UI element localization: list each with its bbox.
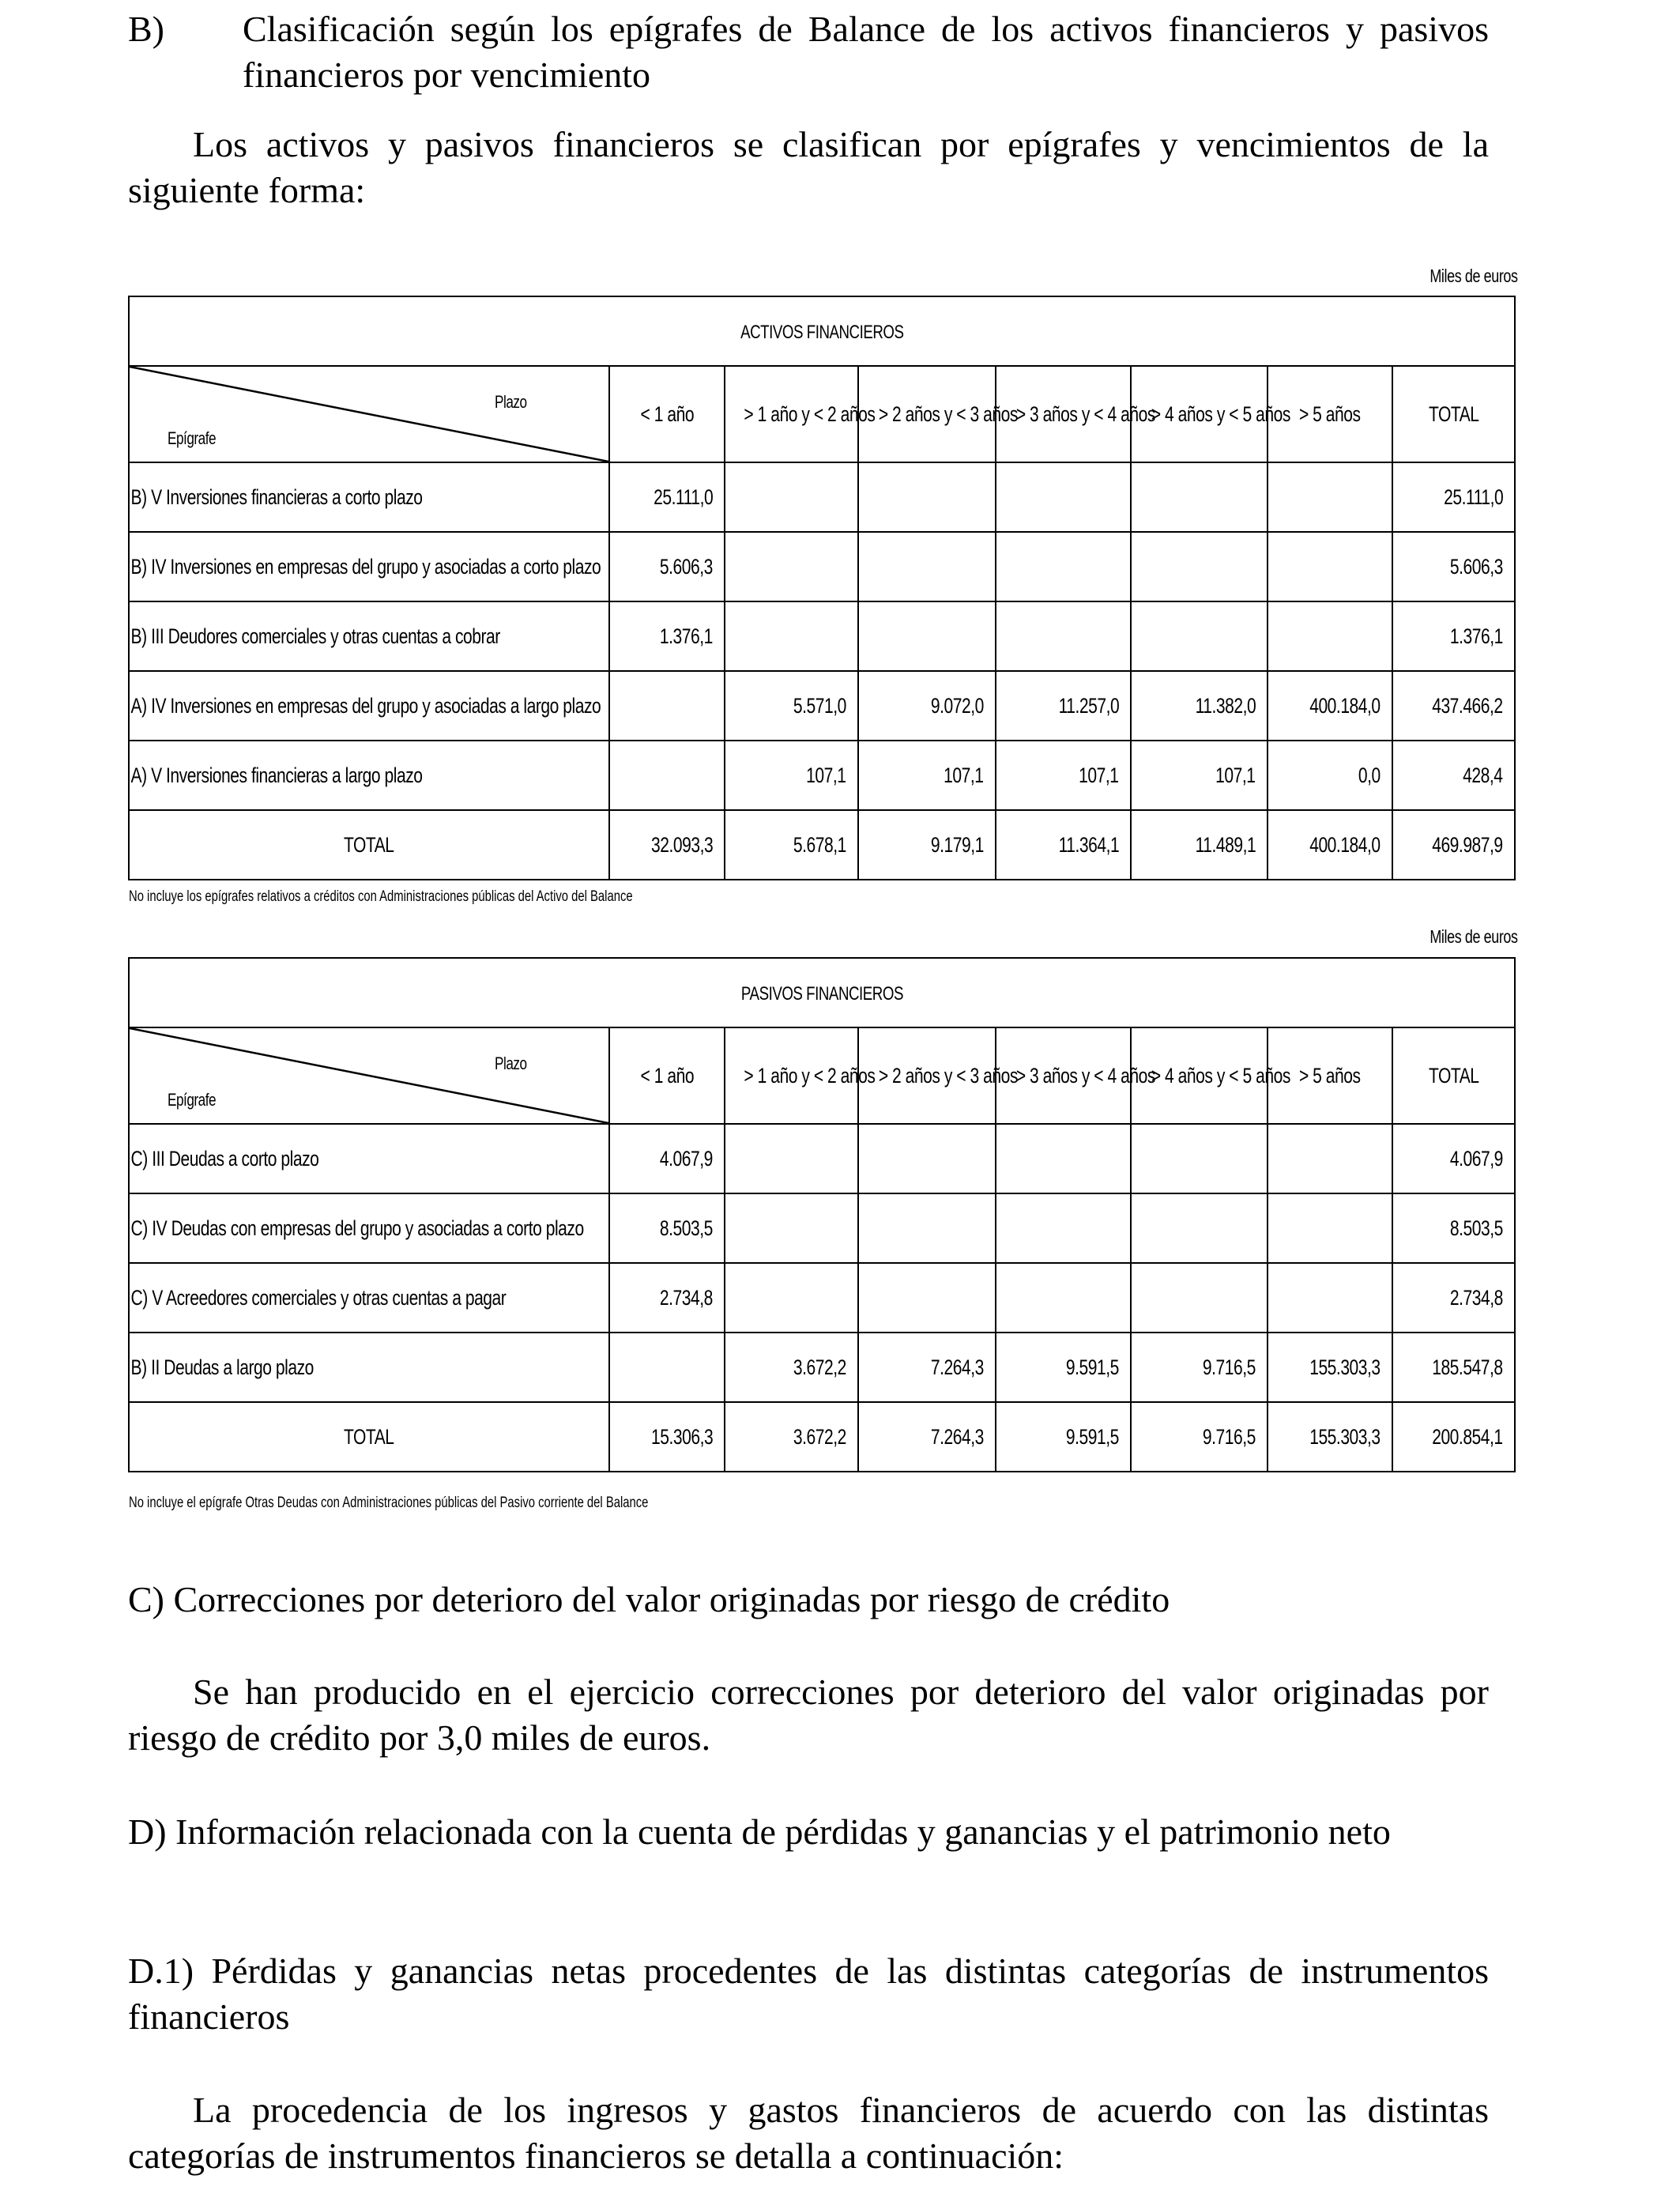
total-cell: 200.854,1: [1392, 1402, 1515, 1472]
table-row: [129, 1263, 1515, 1333]
pasivos-col-header: < 1 año: [609, 1027, 725, 1124]
row-label: A) IV Inversiones en empresas del grupo y asociadas a largo plazo: [129, 671, 609, 741]
value-cell: [609, 671, 725, 741]
total-cell: 11.364,1: [996, 810, 1131, 880]
section-c-body: Se han producido en el ejercicio correcciones por deterioro del valor originadas por riesgo de crédito por 3,0 miles de euros.: [128, 1672, 1489, 1758]
value-cell: [1268, 1193, 1392, 1263]
value-cell: [1131, 1193, 1268, 1263]
table-row: [129, 601, 1515, 671]
value-cell: [996, 1124, 1131, 1193]
section-b-heading: [128, 6, 1489, 98]
value-cell: [996, 1263, 1131, 1333]
value-cell: 7.264,3: [858, 1333, 996, 1402]
value-cell: 107,1: [996, 741, 1131, 810]
activos-corner-header: [129, 366, 609, 462]
total-cell: 469.987,9: [1392, 810, 1515, 880]
table-row: [129, 741, 1515, 810]
total-cell: 11.489,1: [1131, 810, 1268, 880]
activos-epigrafe-label: Epígrafe: [168, 428, 217, 448]
value-cell: [996, 462, 1131, 532]
value-cell: 9.072,0: [858, 671, 996, 741]
activos-note: No incluye los epígrafes relativos a créditos con Administraciones públicas del Activo del Balance: [129, 888, 633, 905]
pasivos-title: PASIVOS FINANCIEROS: [129, 958, 1515, 1027]
value-cell: 2.734,8: [609, 1263, 725, 1333]
value-cell: 5.571,0: [725, 671, 858, 741]
value-cell: [858, 532, 996, 601]
value-cell: 400.184,0: [1268, 671, 1392, 741]
total-cell: 9.591,5: [996, 1402, 1131, 1472]
value-cell: 3.672,2: [725, 1333, 858, 1402]
value-cell: 1.376,1: [609, 601, 725, 671]
value-cell: [609, 741, 725, 810]
total-cell: 400.184,0: [1268, 810, 1392, 880]
pasivos-col-header: > 1 año y < 2 años: [725, 1027, 858, 1124]
total-cell: 9.179,1: [858, 810, 996, 880]
value-cell: [1268, 1263, 1392, 1333]
activos-table: [128, 296, 1516, 880]
pasivos-col-header: > 4 años y < 5 años: [1131, 1027, 1268, 1124]
total-cell: 5.678,1: [725, 810, 858, 880]
value-cell: 107,1: [725, 741, 858, 810]
value-cell: [725, 532, 858, 601]
pasivos-table: [128, 957, 1516, 1472]
value-cell: 5.606,3: [609, 532, 725, 601]
row-label: C) III Deudas a corto plazo: [129, 1124, 609, 1193]
value-cell: 0,0: [1268, 741, 1392, 810]
section-d1-body: La procedencia de los ingresos y gastos financieros de acuerdo con las distintas categorías de instrumentos financieros se detalla a continuación:: [128, 2090, 1489, 2176]
value-cell: [858, 1193, 996, 1263]
value-cell: 9.591,5: [996, 1333, 1131, 1402]
value-cell: [858, 601, 996, 671]
value-cell: 4.067,9: [1392, 1124, 1515, 1193]
activos-col-header: < 1 año: [609, 366, 725, 462]
activos-col-header: > 2 años y < 3 años: [858, 366, 996, 462]
pasivos-total-label: TOTAL: [129, 1402, 609, 1472]
pasivos-total-row: [129, 1402, 1515, 1472]
value-cell: [725, 601, 858, 671]
value-cell: [725, 462, 858, 532]
activos-title: ACTIVOS FINANCIEROS: [129, 296, 1515, 366]
value-cell: [1131, 1263, 1268, 1333]
activos-col-header: TOTAL: [1392, 366, 1515, 462]
row-label: B) II Deudas a largo plazo: [129, 1333, 609, 1402]
pasivos-col-header: TOTAL: [1392, 1027, 1515, 1124]
pasivos-epigrafe-label: Epígrafe: [168, 1090, 217, 1110]
activos-col-header: > 4 años y < 5 años: [1131, 366, 1268, 462]
value-cell: 25.111,0: [609, 462, 725, 532]
row-label: C) V Acreedores comerciales y otras cuentas a pagar: [129, 1263, 609, 1333]
section-c-heading: C) Correcciones por deterioro del valor originadas por riesgo de crédito: [128, 1579, 1170, 1619]
value-cell: [858, 1263, 996, 1333]
pasivos-plazo-label: Plazo: [494, 1054, 527, 1073]
value-cell: [1131, 1124, 1268, 1193]
value-cell: [725, 1193, 858, 1263]
activos-plazo-label: Plazo: [494, 392, 527, 412]
table-row: [129, 1333, 1515, 1402]
section-d-heading: D) Información relacionada con la cuenta de pérdidas y ganancias y el patrimonio neto: [128, 1811, 1391, 1852]
value-cell: 8.503,5: [609, 1193, 725, 1263]
table-row: [129, 532, 1515, 601]
pasivos-corner-header: [129, 1027, 609, 1124]
pasivos-note: No incluye el epígrafe Otras Deudas con Administraciones públicas del Pasivo corriente del Balance: [129, 1495, 649, 1511]
value-cell: 437.466,2: [1392, 671, 1515, 741]
activos-col-header: > 3 años y < 4 años: [996, 366, 1131, 462]
value-cell: 107,1: [1131, 741, 1268, 810]
section-d1-heading: D.1) Pérdidas y ganancias netas procedentes de las distintas categorías de instrumentos financieros: [128, 1951, 1489, 2037]
total-cell: 155.303,3: [1268, 1402, 1392, 1472]
value-cell: [858, 1124, 996, 1193]
activos-total-row: [129, 810, 1515, 880]
value-cell: 11.257,0: [996, 671, 1131, 741]
total-cell: 32.093,3: [609, 810, 725, 880]
value-cell: 5.606,3: [1392, 532, 1515, 601]
value-cell: [725, 1263, 858, 1333]
value-cell: [996, 532, 1131, 601]
row-label: B) V Inversiones financieras a corto plazo: [129, 462, 609, 532]
value-cell: 107,1: [858, 741, 996, 810]
value-cell: [1268, 532, 1392, 601]
value-cell: 4.067,9: [609, 1124, 725, 1193]
value-cell: 428,4: [1392, 741, 1515, 810]
activos-col-header: > 5 años: [1268, 366, 1392, 462]
section-b-title: Clasificación según los epígrafes de Balance de los activos financieros y pasivos financieros por vencimiento: [243, 9, 1489, 95]
value-cell: [996, 601, 1131, 671]
value-cell: [1268, 462, 1392, 532]
pasivos-col-header: > 2 años y < 3 años: [858, 1027, 996, 1124]
value-cell: [1131, 532, 1268, 601]
table-row: [129, 462, 1515, 532]
row-label: A) V Inversiones financieras a largo plazo: [129, 741, 609, 810]
value-cell: 8.503,5: [1392, 1193, 1515, 1263]
value-cell: 185.547,8: [1392, 1333, 1515, 1402]
value-cell: 11.382,0: [1131, 671, 1268, 741]
table-row: [129, 1193, 1515, 1263]
value-cell: 155.303,3: [1268, 1333, 1392, 1402]
value-cell: [1268, 601, 1392, 671]
total-cell: 3.672,2: [725, 1402, 858, 1472]
value-cell: [1131, 462, 1268, 532]
section-b-label: B): [128, 9, 164, 49]
row-label: B) IV Inversiones en empresas del grupo y asociadas a corto plazo: [129, 532, 609, 601]
value-cell: [609, 1333, 725, 1402]
value-cell: 1.376,1: [1392, 601, 1515, 671]
table-row: [129, 1124, 1515, 1193]
value-cell: [858, 462, 996, 532]
activos-units: Miles de euros: [1430, 266, 1518, 286]
value-cell: [996, 1193, 1131, 1263]
total-cell: 9.716,5: [1131, 1402, 1268, 1472]
activos-col-header: > 1 año y < 2 años: [725, 366, 858, 462]
section-b-intro: Los activos y pasivos financieros se clasifican por epígrafes y vencimientos de la siguiente forma:: [128, 124, 1489, 210]
total-cell: 15.306,3: [609, 1402, 725, 1472]
value-cell: 9.716,5: [1131, 1333, 1268, 1402]
value-cell: [1131, 601, 1268, 671]
pasivos-units: Miles de euros: [1430, 926, 1518, 947]
row-label: C) IV Deudas con empresas del grupo y asociadas a corto plazo: [129, 1193, 609, 1263]
activos-total-label: TOTAL: [129, 810, 609, 880]
row-label: B) III Deudores comerciales y otras cuentas a cobrar: [129, 601, 609, 671]
pasivos-col-header: > 3 años y < 4 años: [996, 1027, 1131, 1124]
value-cell: 2.734,8: [1392, 1263, 1515, 1333]
table-row: [129, 671, 1515, 741]
value-cell: [725, 1124, 858, 1193]
value-cell: 25.111,0: [1392, 462, 1515, 532]
value-cell: [1268, 1124, 1392, 1193]
pasivos-col-header: > 5 años: [1268, 1027, 1392, 1124]
total-cell: 7.264,3: [858, 1402, 996, 1472]
